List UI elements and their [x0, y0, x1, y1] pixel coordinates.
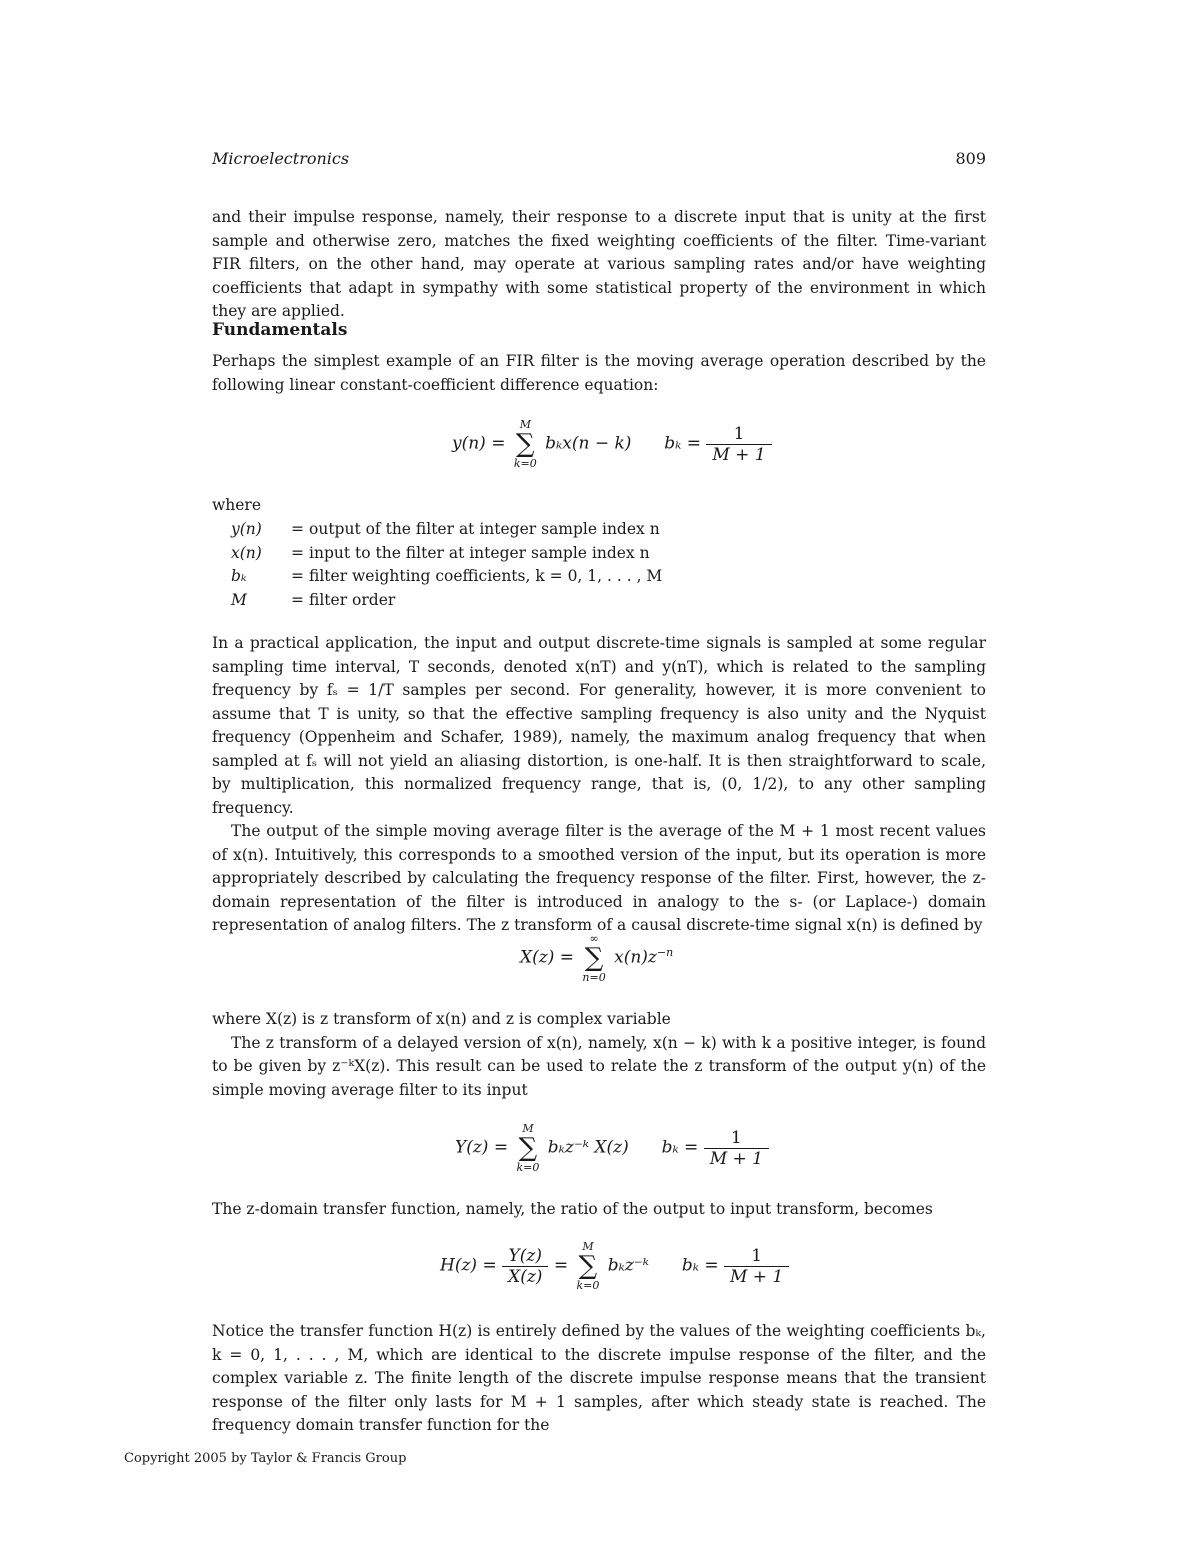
eq1-summation [514, 418, 537, 470]
eq2-lhs: X(z) = [520, 947, 574, 968]
transfer-paragraph: The z-domain transfer function, namely, the ratio of the output to input transform, becomes [212, 1200, 933, 1218]
definition-equals: = [291, 567, 304, 585]
eq4-sum-upper: M [582, 1240, 594, 1253]
eq3-coef: bₖ = [661, 1137, 699, 1158]
intro-paragraph-block [212, 206, 986, 324]
eq4-numerator: 1 [751, 1245, 763, 1266]
eq1-denominator: M + 1 [706, 444, 771, 465]
definition-equals: = [291, 543, 304, 562]
equation-moving-average [452, 418, 772, 470]
eq1-sum-lower: k=0 [513, 457, 537, 470]
definition-text: filter weighting coefficients, k = 0, 1, . . . , M [309, 567, 663, 585]
eq3-fraction [704, 1128, 769, 1169]
eq3-denominator: M + 1 [704, 1148, 769, 1169]
eq4-summation [577, 1240, 600, 1292]
sigma-symbol: ∑ [578, 1251, 598, 1281]
transfer-paragraph-block [212, 1198, 986, 1222]
definition-symbol: M [231, 590, 247, 609]
eq2-summation [582, 932, 605, 984]
definition-list [231, 518, 662, 612]
delayed-paragraph-block [212, 1008, 986, 1102]
sigma-symbol: ∑ [584, 943, 604, 973]
eq1-sum-upper: M [519, 418, 531, 431]
definition-row [231, 518, 662, 542]
eq2-sum-lower: n=0 [582, 971, 606, 984]
eq1-lhs: y(n) = [452, 433, 506, 454]
eq4-term: bₖz⁻ᵏ [607, 1255, 650, 1276]
section-heading: Fundamentals [212, 320, 348, 340]
eq4-fraction [724, 1246, 789, 1287]
running-header-title: Microelectronics [212, 149, 350, 168]
eq1-coef: bₖ = [664, 433, 701, 454]
definition-row [231, 565, 662, 589]
definition-symbol: x(n) [231, 543, 262, 562]
definition-equals: = [291, 520, 304, 538]
output-paragraph: The output of the simple moving average filter is the average of the M + 1 most recent values of x(n). Intuitively, this corresponds to a smoothed version of the input, but its operation is more appropriately described by calculating the frequency response of the filter. First, however, the z-domain representation of the filter is introduced in analogy to the s- (or Laplace-) domain representation of analog filters. The z transform of a causal discrete-time signal x(n) is defined by [212, 822, 986, 934]
eq2-sum-upper: ∞ [589, 932, 599, 945]
definition-row [231, 589, 662, 613]
copyright-footer: Copyright 2005 by Taylor & Francis Group [124, 1451, 407, 1466]
page-number: 809 [955, 149, 986, 168]
practical-paragraph-block [212, 632, 986, 938]
eq2-term: x(n)z [614, 947, 657, 968]
definition-text: input to the filter at integer sample index n [309, 543, 650, 562]
practical-paragraph: In a practical application, the input and output discrete-time signals is sampled at some regular sampling time interval, T seconds, denoted x(nT) and y(nT), which is related to the sampling frequency by fₛ = 1/T samples per second. For generality, however, it is more convenient to assume that T is unity, so that the effective sampling frequency is also unity and the Nyquist frequency (Oppenheim and Schafer, 1989), namely, the maximum analog frequency that when sampled at fₛ will not yield an aliasing distortion, is one-half. It is then straightforward to scale, by multiplication, this normalized frequency range, that is, (0, 1/2), to any other sampling frequency. [212, 634, 986, 817]
notice-paragraph-block [212, 1320, 986, 1438]
eq4-sum-lower: k=0 [576, 1279, 600, 1292]
eq4-equals: = [553, 1255, 569, 1276]
eq1-fraction [706, 424, 771, 465]
eq3-summation [517, 1122, 540, 1174]
notice-paragraph: Notice the transfer function H(z) is entirely defined by the values of the weighting coefficients bₖ, k = 0, 1, . . . , M, which are identical to the discrete impulse response of the filter, and the complex variable z. The finite length of the discrete impulse response means that the transient response of the filter only lasts for M + 1 samples, after which steady state is reached. The frequency domain transfer function for the [212, 1322, 986, 1434]
eq2-exponent: −n [656, 945, 674, 959]
sigma-symbol: ∑ [516, 429, 535, 459]
eq3-sum-lower: k=0 [516, 1161, 540, 1174]
definition-text: output of the filter at integer sample index n [309, 520, 660, 538]
definition-row [231, 542, 662, 566]
eq1-term: bₖx(n − k) [545, 433, 632, 454]
sigma-symbol: ∑ [518, 1133, 538, 1163]
eq4-ratio-numerator: Y(z) [508, 1245, 542, 1266]
eq4-ratio-denominator: X(z) [502, 1266, 548, 1287]
where-label-block [212, 494, 986, 518]
definition-equals: = [291, 590, 304, 609]
eq3-term: bₖz⁻ᵏ X(z) [547, 1137, 629, 1158]
equation-transfer-function [440, 1240, 789, 1292]
definition-symbol: y(n) [231, 520, 262, 538]
eq1-numerator: 1 [733, 423, 745, 444]
where-label: where [212, 496, 262, 514]
delayed-paragraph: The z transform of a delayed version of x(n), namely, x(n − k) with k a positive integer, is found to be given by z⁻ᵏX(z). This result can be used to relate the z transform of the output y(n) of the simple moving average filter to its input [212, 1033, 986, 1099]
eq4-denominator: M + 1 [724, 1266, 789, 1287]
eq4-coef: bₖ = [681, 1255, 719, 1276]
definition-text: filter order [309, 590, 396, 609]
equation-z-transform [520, 932, 673, 984]
eq4-lhs: H(z) = [440, 1255, 497, 1276]
eq3-sum-upper: M [522, 1122, 534, 1135]
definition-symbol: bₖ [231, 567, 247, 585]
fundamentals-paragraph-block [212, 350, 986, 397]
intro-paragraph: and their impulse response, namely, their response to a discrete input that is unity at the first sample and otherwise zero, matches the fixed weighting coefficients of the filter. Time-variant FIR filters, on the other hand, may operate at various sampling rates and/or have weighting coefficients that adapt in sympathy with some statistical property of the environment in which they are applied. [212, 208, 986, 320]
equation-output-transform [455, 1122, 769, 1174]
eq3-numerator: 1 [730, 1127, 742, 1148]
fundamentals-paragraph: Perhaps the simplest example of an FIR filter is the moving average operation described by the following linear constant-coefficient difference equation: [212, 352, 986, 394]
eq4-ratio-fraction [502, 1246, 548, 1287]
eq3-lhs: Y(z) = [455, 1137, 509, 1158]
where-z-paragraph: where X(z) is z transform of x(n) and z is complex variable [212, 1010, 671, 1028]
